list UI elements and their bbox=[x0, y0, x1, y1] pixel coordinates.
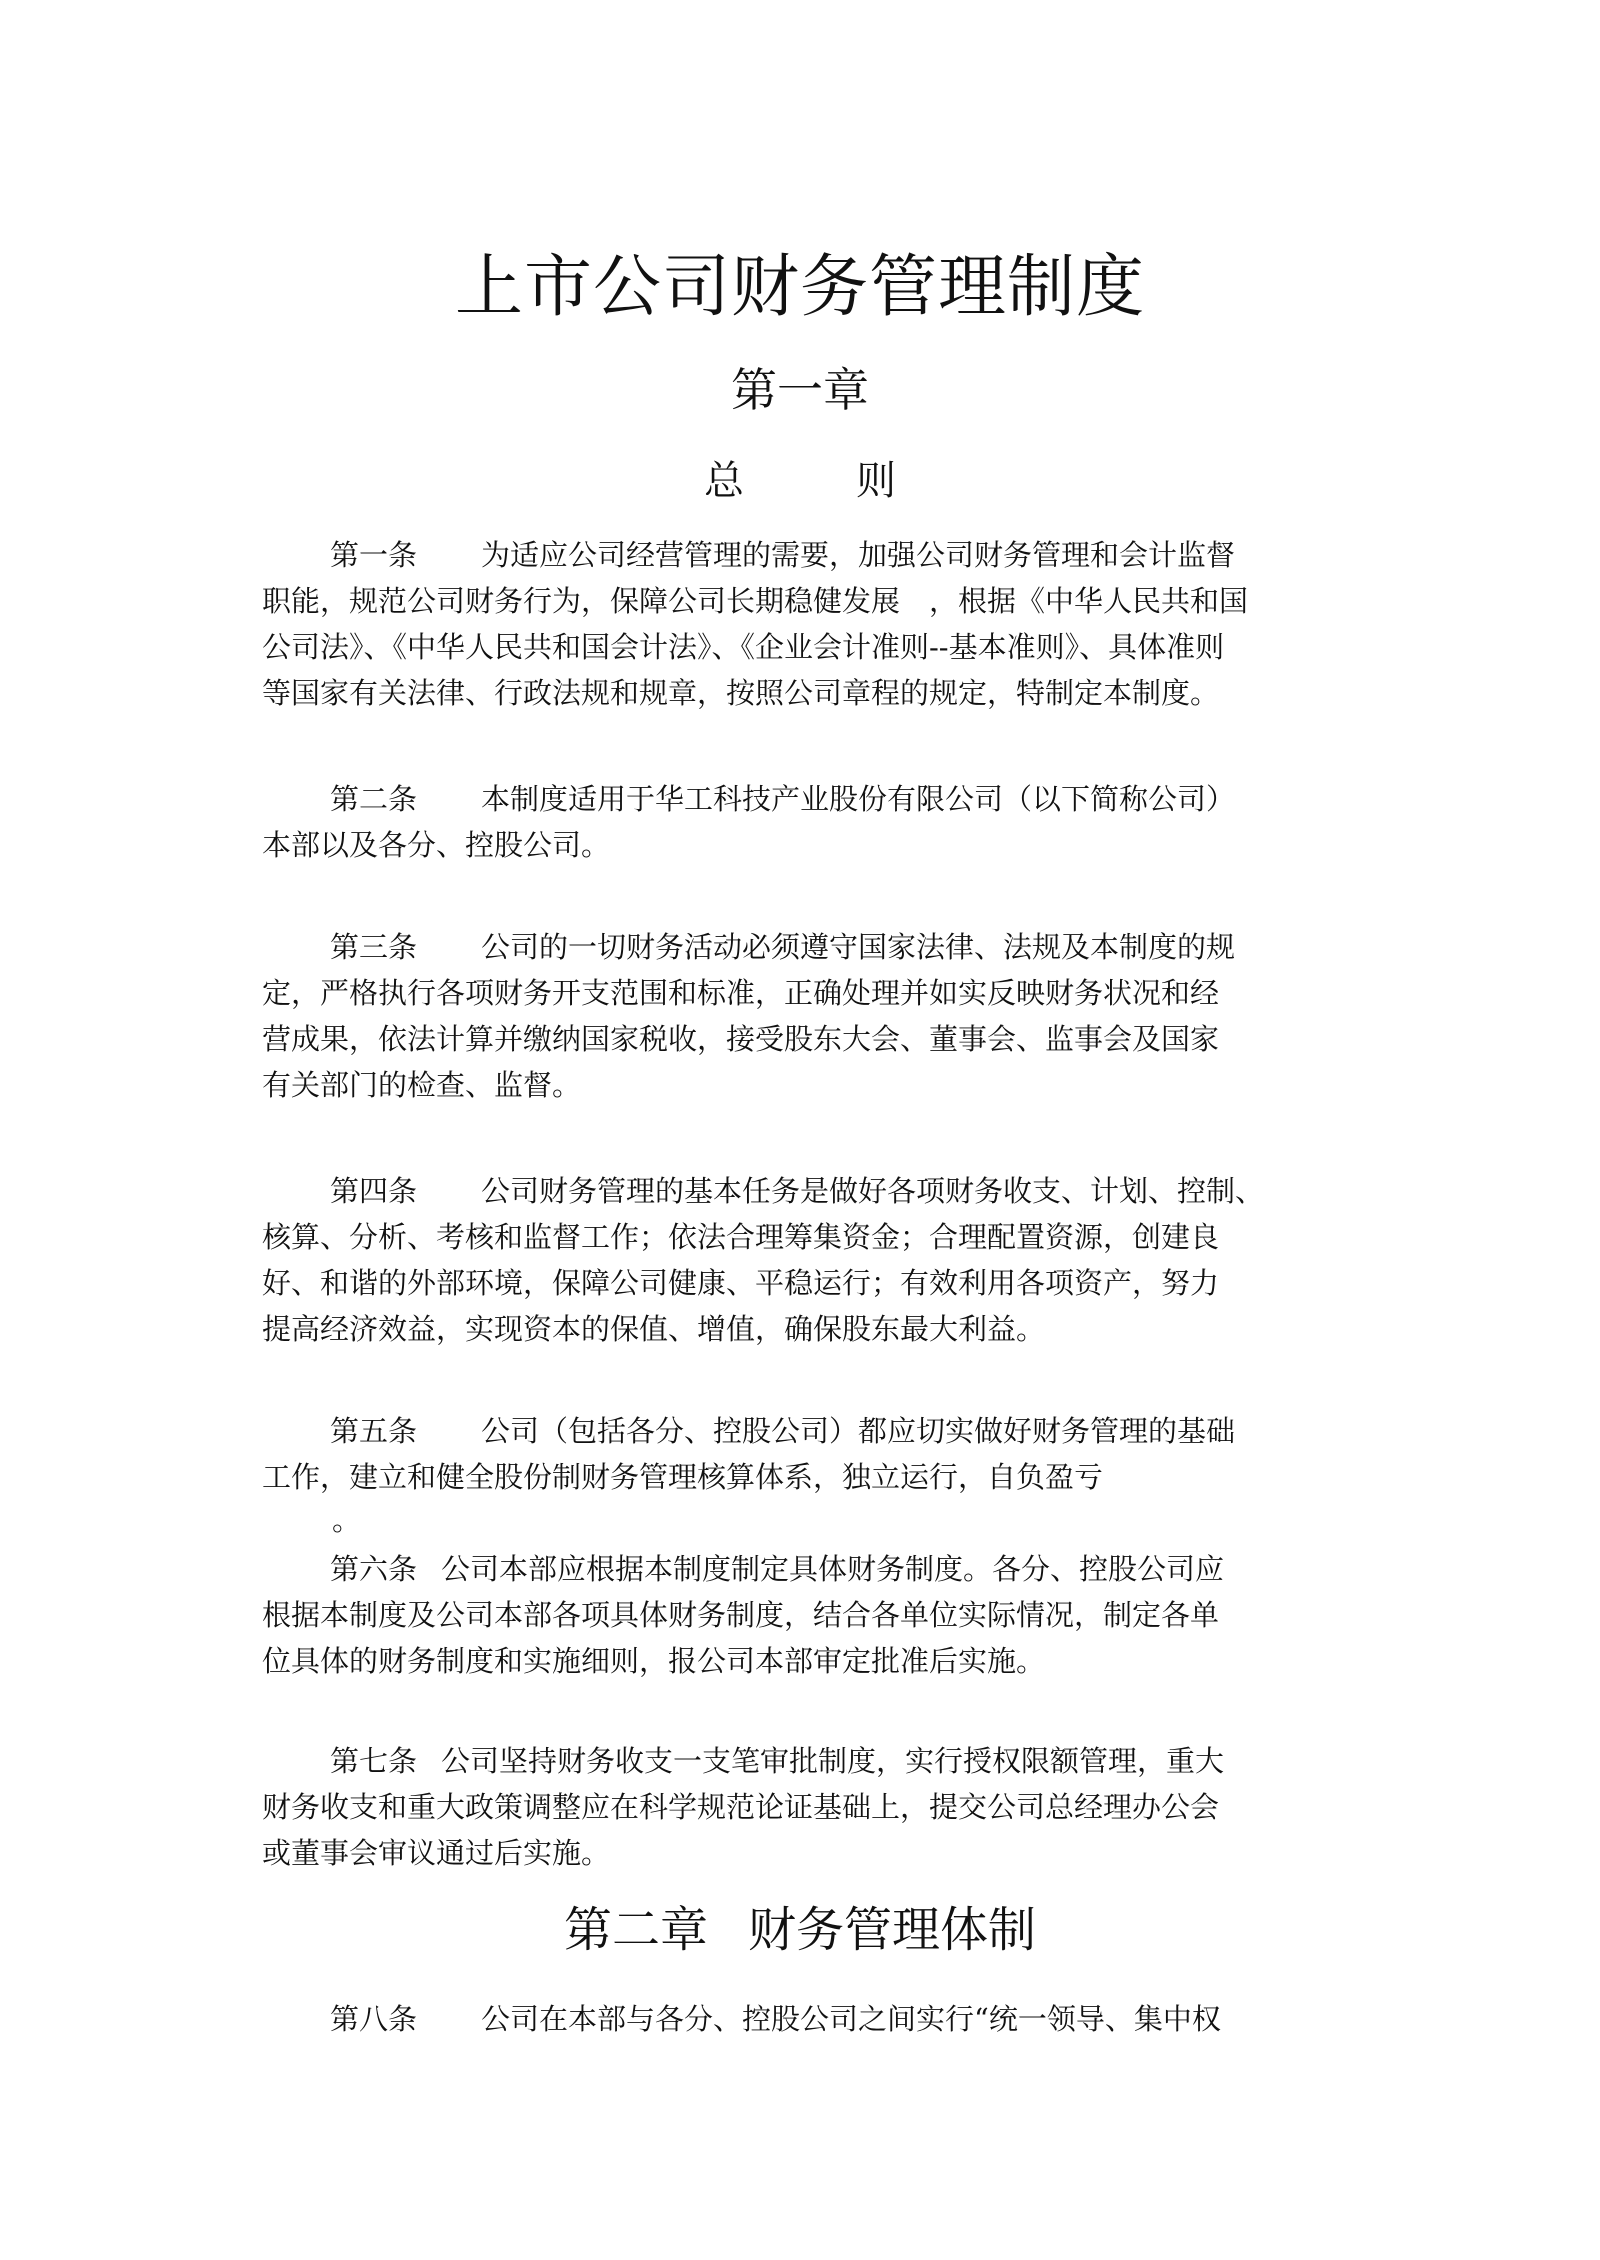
chapter-1-name-right: 则 bbox=[856, 458, 896, 504]
article-line: 好、和谐的外部环境，保障公司健康、平稳运行；有效利用各项资产，努力 bbox=[262, 1266, 1220, 1300]
article-line: 核算、分析、考核和监督工作；依法合理筹集资金；合理配置资源，创建良 bbox=[262, 1220, 1220, 1254]
article-4 bbox=[262, 1168, 1348, 1352]
article-line: 公司法》、《中华人民共和国会计法》、《企业会计准则--基本准则》、具体准则 bbox=[262, 630, 1225, 664]
article-line: 位具体的财务制度和实施细则，报公司本部审定批准后实施。 bbox=[262, 1644, 1046, 1678]
article-line: 工作，建立和健全股份制财务管理核算体系，独立运行，自负盈亏 bbox=[262, 1460, 1104, 1494]
article-7 bbox=[262, 1738, 1348, 1876]
article-line: 为适应公司经营管理的需要，加强公司财务管理和会计监督 bbox=[481, 538, 1236, 572]
article-line: 公司在本部与各分、控股公司之间实行“统一领导、集中权 bbox=[481, 2002, 1221, 2036]
article-line: 公司坚持财务收支一支笔审批制度，实行授权限额管理，重大 bbox=[441, 1744, 1225, 1778]
chapter-1-name bbox=[0, 456, 1600, 506]
article-line: 公司本部应根据本制度制定具体财务制度。各分、控股公司应 bbox=[441, 1552, 1225, 1586]
chapter-1-number: 第一章 bbox=[731, 363, 869, 417]
article-2 bbox=[262, 776, 1348, 868]
chapter-2-number: 第二章 bbox=[563, 1902, 708, 1958]
article-line: 有关部门的检查、监督。 bbox=[262, 1068, 582, 1102]
chapter-1-name-left: 总 bbox=[704, 458, 744, 504]
document-title: 上市公司财务管理制度 bbox=[454, 248, 1145, 327]
article-1 bbox=[262, 532, 1348, 716]
article-label: 第一条 bbox=[330, 538, 418, 572]
article-line: 根据本制度及公司本部各项具体财务制度，结合各单位实际情况，制定各单 bbox=[262, 1598, 1220, 1632]
chapter-2-name: 财务管理体制 bbox=[748, 1902, 1037, 1958]
article-line: 公司的一切财务活动必须遵守国家法律、法规及本制度的规 bbox=[481, 930, 1236, 964]
article-line: 本部以及各分、控股公司。 bbox=[262, 828, 611, 862]
article-label: 第六条 bbox=[330, 1552, 418, 1586]
article-line: 提高经济效益，实现资本的保值、增值，确保股东最大利益。 bbox=[262, 1312, 1046, 1346]
article-line: 财务收支和重大政策调整应在科学规范论证基础上，提交公司总经理办公会 bbox=[262, 1790, 1220, 1824]
article-8 bbox=[262, 1996, 1348, 2042]
article-label: 第二条 bbox=[330, 782, 418, 816]
article-6 bbox=[262, 1546, 1348, 1684]
article-label: 第四条 bbox=[330, 1174, 418, 1208]
article-line: 公司（包括各分、控股公司）都应切实做好财务管理的基础 bbox=[481, 1414, 1236, 1448]
article-label: 第三条 bbox=[330, 930, 418, 964]
article-line: 公司财务管理的基本任务是做好各项财务收支、计划、控制、 bbox=[481, 1174, 1265, 1208]
article-5 bbox=[262, 1408, 1348, 1500]
article-line: 或董事会审议通过后实施。 bbox=[262, 1836, 611, 1870]
article-3 bbox=[262, 924, 1348, 1108]
article-line: 职能，规范公司财务行为，保障公司长期稳健发展 ，根据《中华人民共和国 bbox=[262, 584, 1249, 618]
stray-punctuation: 。 bbox=[332, 1503, 362, 1537]
article-label: 第八条 bbox=[330, 2002, 418, 2036]
article-label: 第五条 bbox=[330, 1414, 418, 1448]
article-label: 第七条 bbox=[330, 1744, 418, 1778]
article-line: 定，严格执行各项财务开支范围和标准，正确处理并如实反映财务状况和经 bbox=[262, 976, 1220, 1010]
article-line: 等国家有关法律、行政法规和规章，按照公司章程的规定，特制定本制度。 bbox=[262, 676, 1220, 710]
article-line: 营成果，依法计算并缴纳国家税收，接受股东大会、董事会、监事会及国家 bbox=[262, 1022, 1220, 1056]
article-line: 本制度适用于华工科技产业股份有限公司（以下简称公司） bbox=[481, 782, 1236, 816]
chapter-2-heading bbox=[0, 1900, 1600, 1960]
